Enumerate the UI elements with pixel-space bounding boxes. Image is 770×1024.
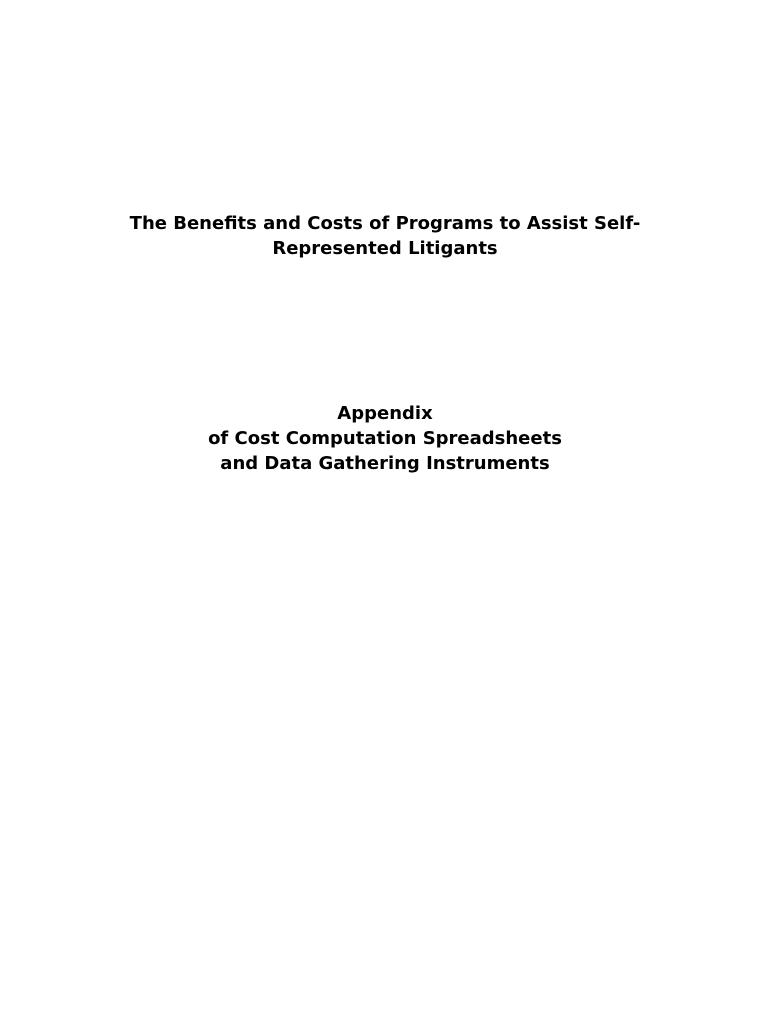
title-line: Represented Litigants: [272, 238, 498, 259]
title-line: The Benefits and Costs of Programs to Assist Self-: [129, 213, 641, 234]
document-title: [0, 211, 770, 261]
appendix-line: Appendix: [337, 403, 433, 424]
appendix-line: of Cost Computation Spreadsheets: [208, 428, 562, 449]
appendix-heading: [0, 401, 770, 476]
appendix-line: and Data Gathering Instruments: [220, 453, 550, 474]
